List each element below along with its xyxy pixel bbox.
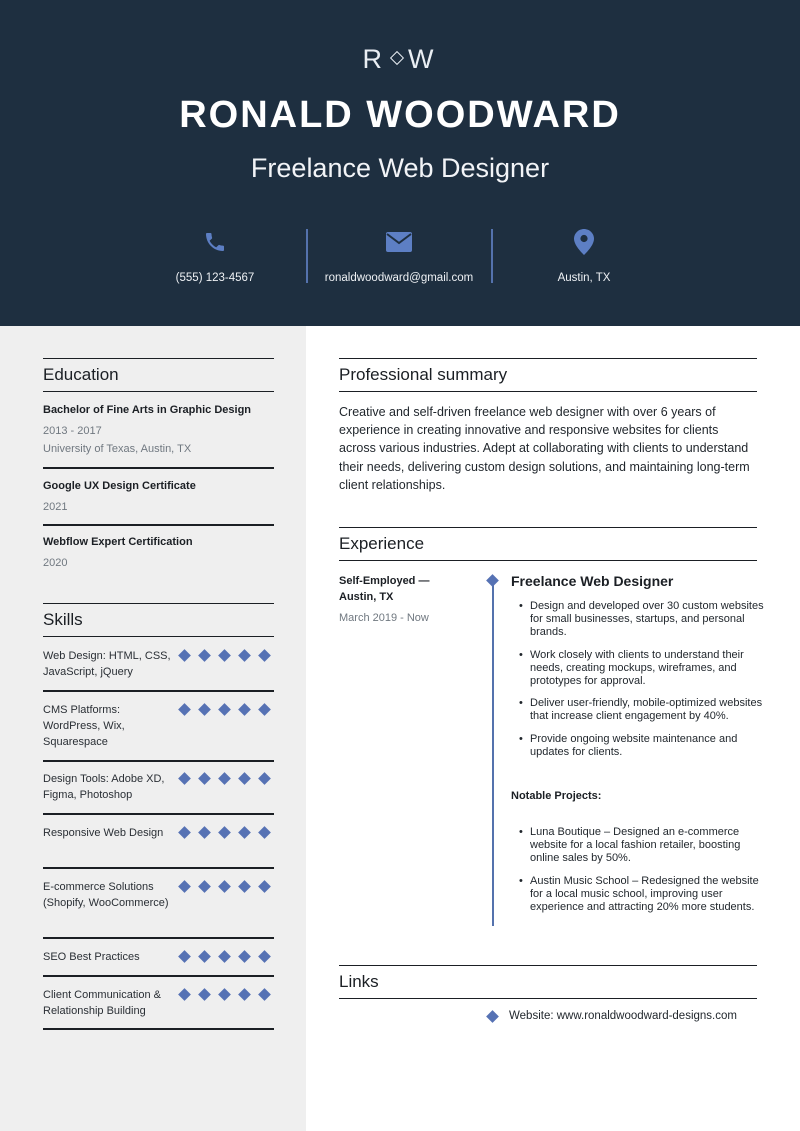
project-bullets	[519, 826, 769, 923]
skill-row	[43, 648, 274, 680]
education-heading: Education	[43, 358, 274, 392]
rating-diamond-icon	[178, 988, 191, 1001]
contact-divider	[491, 229, 493, 283]
education-degree: Bachelor of Fine Arts in Graphic Design	[43, 404, 252, 416]
skill-name: Design Tools: Adobe XD, Figma, Photoshop	[43, 773, 165, 801]
skill-rating	[179, 881, 270, 892]
rating-diamond-icon	[258, 703, 271, 716]
list-item: • Deliver user-friendly, mobile-optimized websites that increase client engagement by 40%.	[519, 697, 769, 723]
diamond-icon	[390, 51, 404, 65]
monogram-left-letter: R	[362, 44, 386, 74]
rating-diamond-icon	[258, 880, 271, 893]
skill-rating	[179, 827, 270, 838]
experience-heading: Experience	[339, 527, 757, 561]
rating-diamond-icon	[178, 772, 191, 785]
rating-diamond-icon	[258, 988, 271, 1001]
education-years: 2013 - 2017	[43, 425, 102, 437]
contact-divider	[306, 229, 308, 283]
rating-diamond-icon	[218, 703, 231, 716]
summary-heading: Professional summary	[339, 358, 757, 392]
list-item: • Provide ongoing website maintenance and updates for clients.	[519, 733, 769, 759]
rating-diamond-icon	[258, 649, 271, 662]
education-degree: Google UX Design Certificate	[43, 480, 196, 492]
rating-diamond-icon	[178, 703, 191, 716]
email-text[interactable]: ronaldwoodward@gmail.com	[324, 272, 474, 284]
divider	[43, 867, 274, 869]
website-link-row	[488, 1010, 737, 1022]
rating-diamond-icon	[178, 880, 191, 893]
rating-diamond-icon	[258, 826, 271, 839]
rating-diamond-icon	[238, 988, 251, 1001]
monogram-right-letter: W	[408, 44, 438, 74]
experience-bullets	[519, 600, 769, 768]
skill-name: CMS Platforms: WordPress, Wix, Squarespace	[43, 704, 125, 748]
education-years: 2020	[43, 557, 68, 569]
rating-diamond-icon	[178, 950, 191, 963]
notable-projects-heading: Notable Projects:	[511, 790, 602, 802]
skills-heading: Skills	[43, 603, 274, 637]
divider	[43, 760, 274, 762]
skill-name: Client Communication & Relationship Building	[43, 989, 161, 1017]
rating-diamond-icon	[198, 988, 211, 1001]
links-heading: Links	[339, 965, 757, 999]
contact-phone	[135, 228, 295, 284]
candidate-title: Freelance Web Designer	[250, 153, 550, 183]
skill-row	[43, 825, 274, 841]
skill-row	[43, 987, 274, 1019]
skill-rating	[179, 989, 270, 1000]
rating-diamond-icon	[238, 772, 251, 785]
skill-name: E-commerce Solutions (Shopify, WooCommerce)	[43, 881, 169, 909]
timeline-diamond-icon	[486, 574, 499, 587]
rating-diamond-icon	[238, 826, 251, 839]
education-school: University of Texas, Austin, TX	[43, 443, 192, 455]
rating-diamond-icon	[238, 649, 251, 662]
rating-diamond-icon	[238, 950, 251, 963]
list-item: • Austin Music School – Redesigned the website for a local music school, improving user experience and attracting 20% more students.	[519, 875, 769, 915]
rating-diamond-icon	[198, 950, 211, 963]
rating-diamond-icon	[198, 826, 211, 839]
skill-rating	[179, 650, 270, 661]
skill-row	[43, 771, 274, 803]
skill-rating	[179, 704, 270, 715]
list-item: • Design and developed over 30 custom websites for small businesses, startups, and personal brands.	[519, 600, 769, 640]
skill-row	[43, 702, 274, 750]
website-link[interactable]: Website: www.ronaldwoodward-designs.com	[509, 1010, 737, 1022]
skill-row	[43, 949, 274, 965]
divider	[43, 937, 274, 939]
phone-text[interactable]: (555) 123-4567	[175, 272, 255, 284]
rating-diamond-icon	[218, 649, 231, 662]
education-item	[43, 480, 274, 516]
location-text: Austin, TX	[557, 272, 611, 284]
divider	[43, 1028, 274, 1030]
skill-name: Web Design: HTML, CSS, JavaScript, jQuery	[43, 650, 171, 678]
rating-diamond-icon	[218, 988, 231, 1001]
rating-diamond-icon	[178, 649, 191, 662]
skill-row	[43, 879, 274, 911]
summary-text: Creative and self-driven freelance web designer with over 6 years of experience in creating innovative and responsive websites for clients across various industries. Adept at collaborating with clients to understand their needs, delivering custom design solutions, and maintaining long-term client relationships.	[339, 405, 750, 492]
rating-diamond-icon	[258, 950, 271, 963]
divider	[43, 813, 274, 815]
rating-diamond-icon	[218, 772, 231, 785]
email-icon	[319, 228, 479, 256]
link-diamond-icon	[486, 1010, 499, 1023]
rating-diamond-icon	[258, 772, 271, 785]
rating-diamond-icon	[218, 826, 231, 839]
contact-email	[319, 228, 479, 284]
phone-icon	[135, 228, 295, 256]
education-years: 2021	[43, 501, 68, 513]
experience-role: Freelance Web Designer	[511, 573, 674, 589]
header-banner	[0, 0, 800, 326]
timeline-line	[492, 580, 494, 926]
experience-company: Self-Employed — Austin, TX	[339, 575, 430, 603]
rating-diamond-icon	[198, 703, 211, 716]
skill-name: Responsive Web Design	[43, 827, 164, 839]
divider	[43, 524, 274, 526]
list-item: • Work closely with clients to understand their needs, creating mockups, wireframes, and prototypes for approval.	[519, 649, 769, 689]
skill-rating	[179, 773, 270, 784]
skill-name: SEO Best Practices	[43, 951, 140, 963]
divider	[43, 467, 274, 469]
divider	[43, 975, 274, 977]
experience-dates: March 2019 - Now	[339, 612, 429, 624]
location-pin-icon	[504, 228, 664, 256]
rating-diamond-icon	[198, 772, 211, 785]
education-item	[43, 404, 274, 458]
rating-diamond-icon	[198, 649, 211, 662]
rating-diamond-icon	[198, 880, 211, 893]
rating-diamond-icon	[238, 880, 251, 893]
rating-diamond-icon	[218, 880, 231, 893]
skill-rating	[179, 951, 270, 962]
contact-location	[504, 228, 664, 284]
rating-diamond-icon	[238, 703, 251, 716]
education-item	[43, 536, 274, 572]
monogram	[0, 44, 800, 75]
divider	[43, 690, 274, 692]
candidate-name: RONALD WOODWARD	[179, 94, 621, 136]
education-degree: Webflow Expert Certification	[43, 536, 193, 548]
rating-diamond-icon	[218, 950, 231, 963]
list-item: • Luna Boutique – Designed an e-commerce website for a local fashion retailer, boosting online sales by 50%.	[519, 826, 769, 866]
rating-diamond-icon	[178, 826, 191, 839]
